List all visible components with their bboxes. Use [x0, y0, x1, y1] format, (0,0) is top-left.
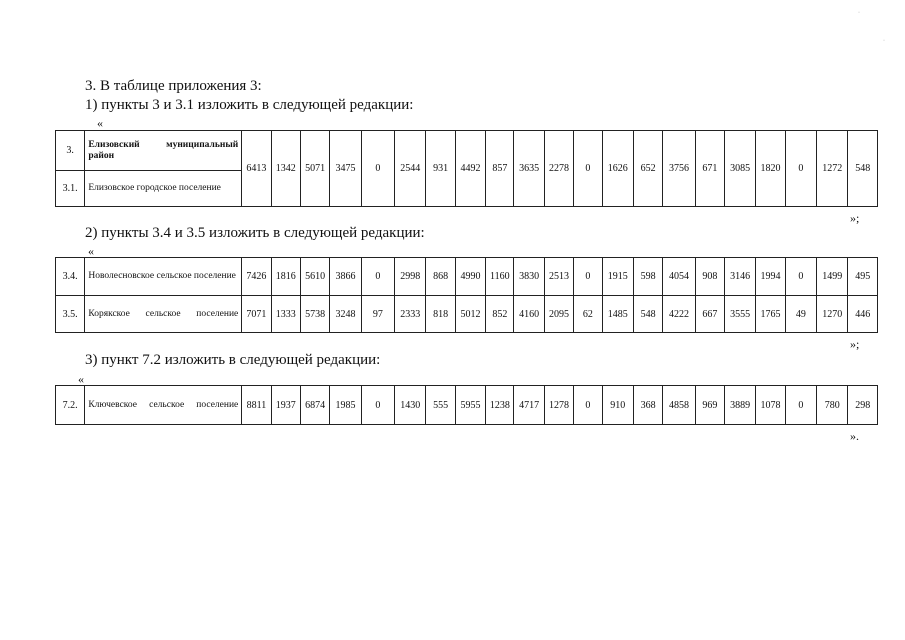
cell: 910 [602, 386, 633, 425]
cell: 0 [574, 258, 602, 296]
cell: 1985 [330, 386, 361, 425]
row-index: 3.5. [56, 296, 85, 333]
row-index: 3.1. [56, 171, 85, 207]
cell: 2095 [544, 296, 573, 333]
cell: 931 [426, 131, 455, 207]
cell: 1820 [756, 131, 785, 207]
cell: 3635 [514, 131, 544, 207]
cell: 1626 [602, 131, 633, 207]
cell: 652 [633, 131, 662, 207]
cell: 3830 [514, 258, 544, 296]
cell: 4717 [514, 386, 544, 425]
row-name: Новолесновское сельское поселение [85, 258, 242, 296]
row-index: 7.2. [56, 386, 85, 425]
cell: 1485 [602, 296, 633, 333]
cell: 6413 [242, 131, 271, 207]
cell: 0 [785, 258, 816, 296]
scan-dot: · [883, 38, 885, 44]
cell: 2998 [395, 258, 426, 296]
cell: 0 [574, 131, 602, 207]
row-name: Елизовское городское поселение [85, 171, 242, 207]
cell: 3866 [330, 258, 361, 296]
cell: 0 [785, 386, 816, 425]
cell: 3248 [330, 296, 361, 333]
cell: 3889 [724, 386, 755, 425]
cell: 4990 [455, 258, 485, 296]
cell: 1994 [756, 258, 785, 296]
cell: 4054 [663, 258, 695, 296]
item-2-text: 2) пункты 3.4 и 3.5 изложить в следующей редакции: [85, 225, 425, 241]
cell: 2513 [544, 258, 573, 296]
cell: 1816 [271, 258, 300, 296]
row-name: Елизовский муниципальный район [85, 131, 242, 171]
cell: 671 [695, 131, 724, 207]
cell: 7426 [242, 258, 271, 296]
cell: 3555 [724, 296, 755, 333]
cell: 548 [633, 296, 662, 333]
section-heading: 3. В таблице приложения 3: [85, 78, 262, 94]
row-index: 3. [56, 131, 85, 171]
cell: 969 [695, 386, 724, 425]
cell: 598 [633, 258, 662, 296]
cell: 495 [848, 258, 878, 296]
row-index: 3.4. [56, 258, 85, 296]
cell: 5738 [300, 296, 329, 333]
cell: 4858 [663, 386, 695, 425]
cell: 0 [361, 258, 394, 296]
close-quote-1: »; [850, 211, 860, 225]
item-1-text: 1) пункты 3 и 3.1 изложить в следующей редакции: [85, 97, 414, 113]
cell: 818 [426, 296, 455, 333]
table-row-group [56, 131, 878, 171]
cell: 857 [486, 131, 514, 207]
cell: 0 [785, 131, 816, 207]
cell: 2333 [395, 296, 426, 333]
cell: 1333 [271, 296, 300, 333]
cell: 3146 [724, 258, 755, 296]
cell: 1238 [486, 386, 514, 425]
cell: 446 [848, 296, 878, 333]
close-quote-2: »; [850, 337, 860, 351]
cell: 1272 [817, 131, 848, 207]
cell: 62 [574, 296, 602, 333]
cell: 1270 [817, 296, 848, 333]
open-quote-1: « [97, 116, 103, 130]
cell: 0 [574, 386, 602, 425]
cell: 0 [361, 386, 394, 425]
cell: 0 [361, 131, 394, 207]
close-quote-3: ». [850, 429, 859, 443]
cell: 8811 [242, 386, 271, 425]
cell: 4160 [514, 296, 544, 333]
cell: 1160 [486, 258, 514, 296]
cell: 1937 [271, 386, 300, 425]
open-quote-3: « [78, 372, 84, 386]
cell: 3085 [724, 131, 755, 207]
cell: 5012 [455, 296, 485, 333]
cell: 1765 [756, 296, 785, 333]
cell: 49 [785, 296, 816, 333]
table-1 [55, 130, 878, 207]
item-3-text: 3) пункт 7.2 изложить в следующей редакции: [85, 352, 381, 368]
cell: 868 [426, 258, 455, 296]
cell: 6874 [300, 386, 329, 425]
open-quote-2: « [88, 244, 94, 258]
cell: 1499 [817, 258, 848, 296]
cell: 1915 [602, 258, 633, 296]
cell: 368 [633, 386, 662, 425]
cell: 5610 [300, 258, 329, 296]
cell: 7071 [242, 296, 271, 333]
cell: 1278 [544, 386, 573, 425]
cell: 2278 [544, 131, 573, 207]
cell: 548 [848, 131, 878, 207]
row-name: Ключевское сельское поселение [85, 386, 242, 425]
cell: 5071 [300, 131, 329, 207]
row-name: Корякское сельское поселение [85, 296, 242, 333]
table-row [56, 258, 878, 296]
cell: 555 [426, 386, 455, 425]
cell: 1430 [395, 386, 426, 425]
table-2 [55, 257, 878, 333]
cell: 97 [361, 296, 394, 333]
cell: 3756 [663, 131, 695, 207]
cell: 298 [848, 386, 878, 425]
cell: 3475 [330, 131, 361, 207]
cell: 1078 [756, 386, 785, 425]
cell: 4492 [455, 131, 485, 207]
cell: 2544 [395, 131, 426, 207]
cell: 5955 [455, 386, 485, 425]
cell: 908 [695, 258, 724, 296]
cell: 667 [695, 296, 724, 333]
table-row [56, 386, 878, 425]
table-3 [55, 385, 878, 425]
cell: 780 [817, 386, 848, 425]
cell: 4222 [663, 296, 695, 333]
cell: 852 [486, 296, 514, 333]
cell: 1342 [271, 131, 300, 207]
table-row [56, 296, 878, 333]
scan-dot: · [858, 10, 860, 16]
